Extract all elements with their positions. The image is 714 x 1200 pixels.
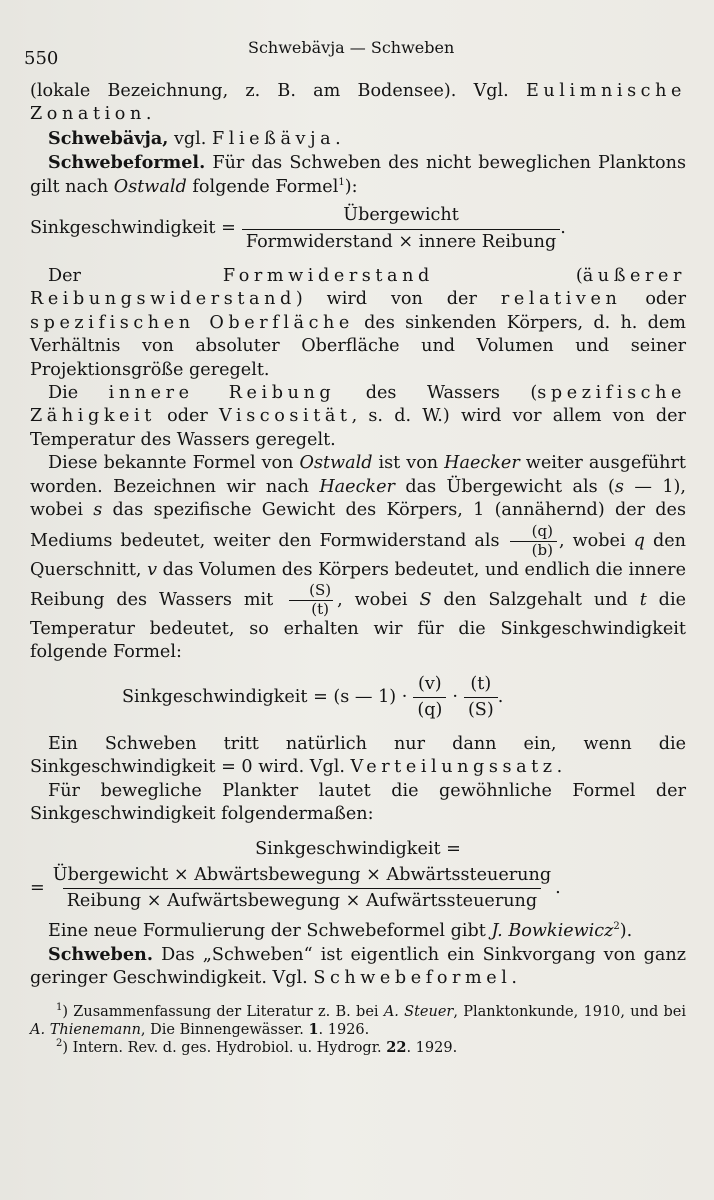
entry-term: Schweben. — [48, 943, 153, 965]
fraction-numerator: Übergewicht — [343, 205, 459, 226]
cross-reference[interactable]: Viscosität — [219, 406, 352, 427]
author-name: J. Bowkiewicz — [491, 920, 614, 941]
page-body — [30, 80, 686, 1057]
page-number: 550 — [24, 48, 59, 69]
formula-fraction: $\frac{(t)}{(S)}$ — [464, 673, 498, 723]
fraction-denominator: Formwiderstand × innere Reibung — [242, 229, 560, 254]
entry-schwebaevja: Schwebävja, vgl. Fließävja. — [48, 127, 341, 149]
inline-fraction-q-b: $\frac{(q)}{(b)}$ — [510, 523, 557, 559]
cross-reference[interactable]: Fließävja — [211, 128, 336, 149]
formula-lhs: Sinkgeschwindigkeit = (s — 1) · — [122, 687, 408, 708]
formula-haecker: Sinkgeschwindigkeit = (s — 1) · $\frac{(v)}{(q)}$ · $\frac{(t)}{(S)}$ . — [122, 671, 686, 725]
cross-reference[interactable]: Verteilungssatz — [350, 757, 557, 778]
footnote-1: $^1$) Zusammenfassung der Literatur z. B. bei A. Steuer, Planktonkunde, 1910, und bei A. Thienemann, Die Binnengewässer. 1. 1926. — [30, 1001, 686, 1038]
running-head: Schwebävja — Schweben — [248, 38, 455, 57]
formula-lhs: Sinkgeschwindigkeit = — [30, 218, 236, 239]
author-name: Ostwald — [113, 176, 187, 197]
formula-fraction: $\frac{(v)}{(q)}$ — [413, 673, 446, 723]
entry-schwebeformel: Schwebeformel. Für das Schweben des nicht beweglichen Planktons gilt nach Ostwald folgende Formel$^1$): — [30, 152, 686, 197]
footnote-marker[interactable]: 2 — [613, 920, 620, 932]
paragraph-haecker: Diese bekannte Formel von Ostwald ist von Haecker weiter ausgeführt worden. Bezeichnen wir nach Haecker das Übergewicht als (s — 1), wobei s das spezifische Gewicht des Körpers, 1 (annähernd) der des Mediums bedeutet, weiter den Formwiderstand als $\frac{(q)}{(b)}$ , wobei q den Querschnitt, v das Volumen des Körpers bedeutet, und endlich die innere Reibung des Wassers mit $\frac{(S)}{(t)}$ , wobei S den Salzgehalt und t die Temperatur bedeutet, so erhalten wir für die Sinkgeschwindigkeit folgende Formel: — [30, 453, 687, 663]
paragraph-schweben-null: Ein Schweben tritt natürlich nur dann ein, wenn die Sinkgeschwindigkeit = 0 wird. Vgl. Verteilungssatz. — [30, 733, 686, 778]
formula-bewegliche-plankter: Sinkgeschwindigkeit = = $\frac{\text{Übergewicht × Abwärtsbewegung × Abwärtssteuerung}}{\text{Reibung × Aufwärtsbewegung × Aufwärtssteuerung}}$ . — [30, 838, 686, 913]
cross-reference[interactable]: Schwebeformel — [313, 968, 512, 989]
paragraph-eulimnische: (lokale Bezeichnung, z. B. am Bodensee). Vgl. Eulimnische Zonation. — [30, 81, 686, 125]
inline-fraction-s-t: $\frac{(S)}{(t)}$ — [287, 582, 335, 618]
entry-term: Schwebävja, — [48, 127, 169, 149]
paragraph-formwiderstand: Der Formwiderstand (äußerer Reibungswiderstand) wird von der relativen oder spezifischen Oberfläche des sinkenden Körpers, d. h. dem Verhältnis von absoluter Oberfläche und Volumen und seiner Projektionsgröße geregelt. — [30, 266, 686, 380]
entry-term: Schwebeformel. — [48, 152, 206, 174]
cross-reference[interactable]: Eulimnische Zonation — [30, 81, 686, 125]
paragraph-bewegliche-plankter: Für bewegliche Plankter lautet die gewöhnliche Formel der Sinkgeschwindigkeit folgendermaßen: — [30, 780, 686, 824]
paragraph-innere-reibung: Die innere Reibung des Wassers (spezifische Zähigkeit oder Viscosität, s. d. W.) wird vor allem von der Temperatur des Wassers geregelt. — [30, 383, 686, 450]
entry-schweben: Schweben. Das „Schweben“ ist eigentlich ein Sinkvorgang von ganz geringer Geschwindigkeit. Vgl. Schwebeformel. — [30, 943, 686, 989]
formula-ostwald: Sinkgeschwindigkeit = $\frac{\text{Übergewicht}}{\text{Formwiderstand × innere Reibung}}$ . — [30, 201, 686, 257]
formula-lhs: Sinkgeschwindigkeit = — [255, 839, 461, 860]
footnote-2: $^2$) Intern. Rev. d. ges. Hydrobiol. u. Hydrogr. 22. 1929. — [56, 1037, 458, 1056]
paragraph-bowkiewicz: Eine neue Formulierung der Schwebeformel gibt J. Bowkiewicz$^2$). — [48, 920, 633, 941]
formula-fraction — [242, 204, 560, 254]
formula-fraction: $\frac{\text{Übergewicht × Abwärtsbewegung × Abwärtssteuerung}}{\text{Reibung × Aufwärtsbewegung × Aufwärtssteuerung}}$ — [49, 864, 555, 914]
footnote-marker[interactable]: 1 — [338, 176, 345, 188]
page-header — [24, 38, 688, 69]
footnotes — [30, 1003, 686, 1057]
